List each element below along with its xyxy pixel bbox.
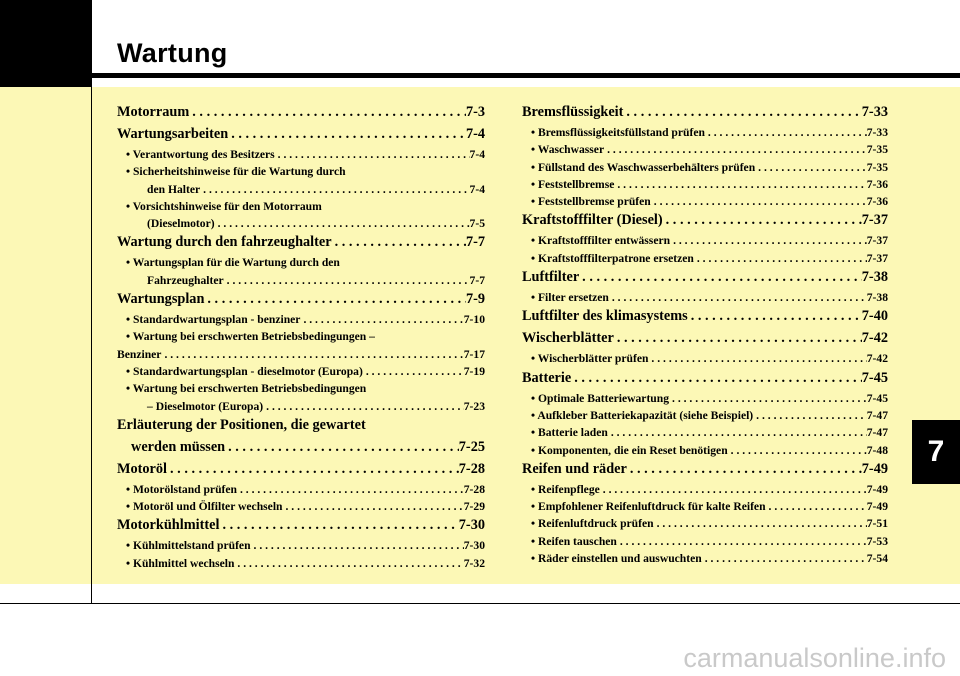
- leader-dots: [604, 143, 867, 156]
- leader-dots: [688, 308, 862, 325]
- bottom-rule: [0, 603, 960, 604]
- toc-page: 7-48: [866, 443, 888, 457]
- toc-entry-main[interactable]: [117, 461, 485, 483]
- toc-entry-main[interactable]: [522, 370, 888, 392]
- toc-page: 7-37: [866, 234, 888, 248]
- toc-entry-sub[interactable]: [117, 274, 485, 291]
- toc-page: 7-45: [861, 369, 888, 386]
- toc-page: 7-47: [866, 408, 888, 422]
- toc-page: 7-10: [463, 313, 485, 327]
- leader-dots: [648, 352, 866, 365]
- leader-dots: [332, 234, 466, 251]
- leader-dots: [755, 161, 867, 174]
- toc-entry-sub[interactable]: [522, 291, 888, 308]
- toc-entry-sub[interactable]: [522, 483, 888, 500]
- leader-dots: [363, 365, 464, 378]
- toc-page: 7-28: [463, 482, 485, 496]
- toc-label: • Verantwortung des Besitzers: [126, 148, 275, 161]
- leader-dots: [617, 535, 867, 548]
- toc-entry-sub[interactable]: [522, 444, 888, 461]
- toc-entry-sub[interactable]: [117, 200, 485, 217]
- toc-label: • Feststellbremse: [531, 177, 615, 191]
- toc-label: Wischerblätter: [522, 330, 614, 347]
- leader-dots: [161, 348, 463, 361]
- toc-page: 7-38: [861, 269, 888, 286]
- toc-entry-sub[interactable]: [117, 365, 485, 382]
- toc-label: • Motoröl und Ölfilter wechseln: [126, 500, 283, 514]
- toc-label: (Dieselmotor): [147, 217, 215, 231]
- toc-page: 7-5: [469, 217, 485, 231]
- toc-page: 7-23: [463, 399, 485, 413]
- leader-dots: [627, 461, 862, 478]
- toc-label: Luftfilter: [522, 269, 580, 286]
- toc-label: • Wischerblätter prüfen: [531, 352, 649, 366]
- toc-entry-sub[interactable]: [117, 183, 485, 200]
- toc-entry-sub[interactable]: [522, 517, 888, 534]
- leader-dots: [234, 557, 463, 570]
- toc-page: 7-19: [463, 364, 485, 378]
- toc-entry-sub[interactable]: [117, 313, 485, 330]
- header-black-block: [0, 0, 92, 90]
- leader-dots: [189, 104, 466, 121]
- toc-label: Batterie: [522, 369, 572, 386]
- leader-dots: [215, 217, 470, 230]
- toc-label: werden müssen: [131, 438, 226, 455]
- toc-label: • Filter ersetzen: [531, 291, 609, 305]
- leader-dots: [282, 500, 463, 513]
- toc-page: 7-17: [463, 347, 485, 361]
- toc-label: • Füllstand des Waschwasserbehälters prüfen: [531, 160, 756, 174]
- toc-page: 7-32: [463, 556, 485, 570]
- toc-entry-sub[interactable]: [117, 348, 485, 365]
- toc-page: 7-4: [469, 182, 485, 196]
- toc-label: • Motorölstand prüfen: [126, 482, 237, 496]
- toc-label: • Kühlmittelstand prüfen: [126, 539, 251, 553]
- left-margin-rule: [91, 87, 92, 604]
- toc-page: 7-28: [458, 460, 485, 477]
- toc-entry-sub[interactable]: [522, 252, 888, 269]
- toc-page: 7-36: [866, 195, 888, 209]
- toc-page: 7-9: [465, 291, 485, 308]
- toc-page: 7-53: [866, 534, 888, 548]
- toc-entry-sub[interactable]: [117, 483, 485, 500]
- toc-page: 7-45: [866, 391, 888, 405]
- toc-entry-sub[interactable]: [522, 126, 888, 143]
- leader-dots: [651, 195, 867, 208]
- leader-dots: [251, 539, 464, 552]
- toc-label: • Standardwartungsplan - benziner: [126, 313, 301, 327]
- toc-entry-sub[interactable]: [522, 143, 888, 160]
- toc-page: 7-42: [861, 330, 888, 347]
- toc-page: 7-40: [861, 308, 888, 325]
- toc-label: • Waschwasser: [531, 143, 605, 157]
- toc-label: • Reifenluftdruck prüfen: [531, 517, 654, 531]
- toc-label: • Kühlmittel wechseln: [126, 556, 235, 570]
- toc-entry-main[interactable]: [117, 126, 485, 148]
- toc-label: Fahrzeughalter: [147, 273, 224, 287]
- toc-label: Luftfilter des klimasystems: [522, 308, 688, 325]
- toc-label: • Aufkleber Batteriekapazität (siehe Beispiel): [531, 408, 754, 422]
- leader-dots: [609, 291, 867, 304]
- toc-entry-main[interactable]: [522, 330, 888, 352]
- leader-dots: [600, 483, 867, 496]
- toc-label: • Vorsichtshinweise für den Motorraum: [126, 199, 322, 213]
- toc-label: Motorraum: [117, 104, 190, 120]
- toc-page: 7-49: [866, 482, 888, 496]
- toc-entry-sub[interactable]: [117, 217, 485, 234]
- toc-page: 7-4: [469, 148, 485, 161]
- toc-label: • Optimale Batteriewartung: [531, 391, 670, 405]
- toc-page: 7-38: [866, 291, 888, 305]
- title-rule: [92, 73, 960, 78]
- toc-entry-main[interactable]: [117, 517, 485, 539]
- toc-page: 7-7: [469, 273, 485, 287]
- toc-label: Motorkühlmittel: [117, 517, 220, 534]
- toc-label: • Kraftstofffilter entwässern: [531, 234, 671, 248]
- toc-label: • Reifenpflege: [531, 482, 600, 496]
- toc-page: 7-7: [465, 234, 485, 251]
- toc-page: 7-25: [458, 438, 485, 455]
- toc-label: Bremsflüssigkeit: [522, 104, 624, 120]
- leader-dots: [200, 183, 469, 196]
- leader-dots: [694, 252, 867, 265]
- toc-page: 7-4: [465, 126, 485, 142]
- toc-entry-sub[interactable]: [117, 500, 485, 517]
- leader-dots: [579, 269, 862, 286]
- toc-label: • Feststellbremse prüfen: [531, 195, 651, 209]
- toc-entry-sub[interactable]: [522, 178, 888, 195]
- leader-dots: [705, 126, 867, 139]
- toc-entry-sub[interactable]: [522, 535, 888, 552]
- toc-page: 7-42: [866, 352, 888, 366]
- toc-label: Wartung durch den fahrzeughalter: [117, 234, 332, 251]
- toc-label: • Sicherheitshinweise für die Wartung durch: [126, 165, 346, 179]
- leader-dots: [219, 517, 458, 534]
- toc-label: Erläuterung der Positionen, die gewartet: [117, 416, 366, 433]
- toc-entry-sub[interactable]: [117, 165, 485, 182]
- toc-entry-main[interactable]: [522, 308, 888, 330]
- leader-dots: [225, 439, 459, 456]
- toc-page: 7-37: [866, 251, 888, 265]
- toc-label: Kraftstofffilter (Diesel): [522, 212, 663, 229]
- toc-entry-sub[interactable]: [117, 256, 485, 273]
- leader-dots: [167, 461, 459, 478]
- toc-label: Reifen und räder: [522, 460, 627, 477]
- toc-column-right: [522, 104, 888, 569]
- toc-page: 7-35: [866, 143, 888, 157]
- leader-dots: [228, 126, 466, 143]
- toc-label: • Reifen tauschen: [531, 534, 617, 548]
- toc-page: 7-37: [861, 212, 888, 229]
- toc-label: • Komponenten, die ein Reset benötigen: [531, 443, 728, 457]
- toc-entry-sub[interactable]: [117, 557, 485, 574]
- toc-entry-main[interactable]: [117, 234, 485, 256]
- toc-page: 7-30: [458, 517, 485, 534]
- leader-dots: [623, 104, 861, 121]
- leader-dots: [728, 444, 867, 457]
- toc-entry-main[interactable]: [117, 291, 485, 313]
- toc-label: • Kraftstofffilterpatrone ersetzen: [531, 251, 694, 265]
- leader-dots: [753, 409, 867, 422]
- watermark: carmanualsonline.info: [683, 643, 946, 673]
- toc-label: • Wartung bei erschwerten Betriebsbedingungen –: [126, 330, 375, 344]
- toc-page: 7-49: [861, 460, 888, 477]
- toc-entry-sub[interactable]: [117, 539, 485, 556]
- page-title: Wartung: [117, 38, 228, 68]
- toc-entry-sub[interactable]: [522, 161, 888, 178]
- toc-column-left: [117, 104, 485, 574]
- toc-page: 7-49: [866, 500, 888, 514]
- toc-label: • Räder einstellen und auswuchten: [531, 552, 702, 566]
- toc-entry-sub[interactable]: [522, 352, 888, 369]
- leader-dots: [766, 500, 867, 513]
- toc-entry-main[interactable]: [117, 439, 485, 461]
- toc-entry-main[interactable]: [522, 269, 888, 291]
- leader-dots: [204, 291, 466, 308]
- toc-page: 7-47: [866, 426, 888, 440]
- toc-label: • Wartung bei erschwerten Betriebsbedingungen: [126, 382, 367, 396]
- toc-label: Wartungsplan: [117, 291, 205, 308]
- toc-label: • Bremsflüssigkeitsfüllstand prüfen: [531, 126, 705, 139]
- toc-entry-sub[interactable]: [117, 148, 485, 165]
- leader-dots: [670, 234, 867, 247]
- toc-page: 7-30: [463, 539, 485, 553]
- toc-entry-main[interactable]: [117, 417, 485, 439]
- toc-page: 7-36: [866, 177, 888, 191]
- leader-dots: [300, 313, 463, 326]
- toc-label: Benziner: [117, 347, 162, 361]
- toc-page: 7-54: [866, 552, 888, 566]
- toc-entry-sub[interactable]: [522, 552, 888, 569]
- leader-dots: [654, 517, 867, 530]
- toc-page: 7-51: [866, 517, 888, 531]
- toc-page: 7-35: [866, 160, 888, 174]
- toc-label: • Wartungsplan für die Wartung durch den: [126, 256, 340, 270]
- leader-dots: [275, 148, 470, 161]
- toc-entry-sub[interactable]: [522, 426, 888, 443]
- toc-page: 7-33: [861, 104, 888, 120]
- toc-label: • Batterie laden: [531, 426, 608, 440]
- toc-page: 7-29: [463, 500, 485, 514]
- toc-label: • Standardwartungsplan - dieselmotor (Europa): [126, 364, 363, 378]
- toc-label: • Empfohlener Reifenluftdruck für kalte Reifen: [531, 500, 766, 514]
- toc-entry-sub[interactable]: [522, 234, 888, 251]
- leader-dots: [614, 330, 862, 347]
- toc-label: Motoröl: [117, 460, 168, 477]
- toc-entry-main[interactable]: [522, 104, 888, 126]
- leader-dots: [237, 483, 464, 496]
- toc-entry-sub[interactable]: [117, 400, 485, 417]
- leader-dots: [571, 370, 862, 387]
- leader-dots: [614, 178, 866, 191]
- leader-dots: [263, 400, 464, 413]
- leader-dots: [224, 274, 470, 287]
- toc-page: 7-3: [465, 104, 485, 120]
- toc-entry-sub[interactable]: [117, 330, 485, 347]
- leader-dots: [663, 212, 862, 229]
- leader-dots: [669, 392, 867, 405]
- leader-dots: [702, 552, 867, 565]
- toc-entry-main[interactable]: [522, 461, 888, 483]
- toc-label: – Dieselmotor (Europa): [147, 399, 264, 413]
- toc-entry-sub[interactable]: [117, 382, 485, 399]
- toc-entry-sub[interactable]: [522, 409, 888, 426]
- toc-label: den Halter: [147, 182, 201, 196]
- toc-entry-sub[interactable]: [522, 392, 888, 409]
- chapter-tab[interactable]: 7: [912, 420, 960, 484]
- toc-label: Wartungsarbeiten: [117, 126, 229, 142]
- toc-entry-sub[interactable]: [522, 500, 888, 517]
- toc-page: 7-33: [866, 126, 888, 139]
- toc-entry-main[interactable]: [117, 104, 485, 126]
- leader-dots: [608, 426, 867, 439]
- toc-entry-sub[interactable]: [522, 195, 888, 212]
- toc-entry-main[interactable]: [522, 212, 888, 234]
